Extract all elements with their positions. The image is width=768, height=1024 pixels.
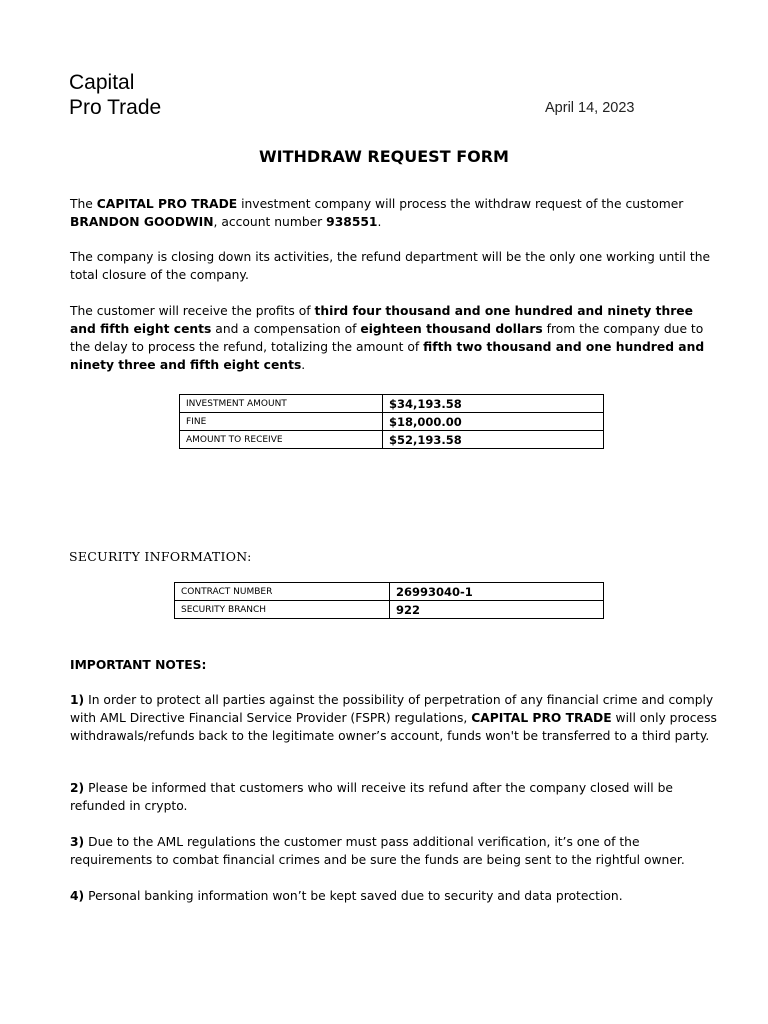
note-3: 3) Due to the AML regulations the customer must pass additional verification, it’s one of the requirements to combat financial crimes and be sure the funds are being sent to the rightful owner. xyxy=(70,835,685,867)
company-name-line1: Capital xyxy=(69,71,135,94)
profits-paragraph: The customer will receive the profits of third four thousand and one hundred and ninety three and fifth eight cents and a compensation of eighteen thousand dollars from the company due to the delay to process the refund, totalizing the amount of fifth two thousand and one hundred and ninety three and fifth eight cents. xyxy=(70,304,705,372)
company-logo-text xyxy=(69,70,161,120)
note-4: 4) Personal banking information won’t be kept saved due to security and data protection. xyxy=(70,889,623,903)
table-cell-value: 26993040-1 xyxy=(390,583,604,601)
company-name-line2: Pro Trade xyxy=(69,96,162,119)
customer-name: BRANDON GOODWIN xyxy=(70,215,214,229)
table-row xyxy=(180,395,604,413)
table-row xyxy=(180,431,604,449)
table-cell-value: $34,193.58 xyxy=(383,395,604,413)
table-cell-value: $18,000.00 xyxy=(383,413,604,431)
table-cell-label: SECURITY BRANCH xyxy=(175,601,390,619)
intro-paragraph: The CAPITAL PRO TRADE investment company will process the withdraw request of the customer BRANDON GOODWIN, account number 938551. xyxy=(70,197,684,229)
note-1: 1) In order to protect all parties against the possibility of perpetration of any financial crime and comply with AML Directive Financial Service Provider (FSPR) regulations, CAPITAL PRO TRADE will only process withdrawals/refunds back to the legitimate owner’s account, funds won't be transferred to a third party. xyxy=(70,693,717,743)
security-heading: SECURITY INFORMATION: xyxy=(69,549,252,564)
notes-heading: IMPORTANT NOTES: xyxy=(70,658,207,672)
closing-notice-paragraph: The company is closing down its activities, the refund department will be the only one working until the total closure of the company. xyxy=(70,250,711,282)
table-row xyxy=(175,601,604,619)
table-cell-label: AMOUNT TO RECEIVE xyxy=(180,431,383,449)
table-cell-label: INVESTMENT AMOUNT xyxy=(180,395,383,413)
account-number: 938551 xyxy=(326,215,378,229)
compensation-words: eighteen thousand dollars xyxy=(360,322,543,336)
table-cell-value: 922 xyxy=(390,601,604,619)
company-name: CAPITAL PRO TRADE xyxy=(96,197,238,211)
company-name: CAPITAL PRO TRADE xyxy=(471,711,612,725)
amounts-table xyxy=(179,394,604,449)
table-cell-value: $52,193.58 xyxy=(383,431,604,449)
total-amount-words: fifth two thousand and one hundred and ninety three and fifth eight cents xyxy=(70,340,705,372)
security-table xyxy=(174,582,604,619)
table-row xyxy=(175,583,604,601)
document-date: April 14, 2023 xyxy=(545,100,635,116)
profit-amount-words: third four thousand and one hundred and ninety three and fifth eight cents xyxy=(70,304,693,336)
table-cell-label: CONTRACT NUMBER xyxy=(175,583,390,601)
form-title: WITHDRAW REQUEST FORM xyxy=(259,147,509,166)
table-cell-label: FINE xyxy=(180,413,383,431)
note-2: 2) Please be informed that customers who will receive its refund after the company closed will be refunded in crypto. xyxy=(70,781,673,813)
table-row xyxy=(180,413,604,431)
